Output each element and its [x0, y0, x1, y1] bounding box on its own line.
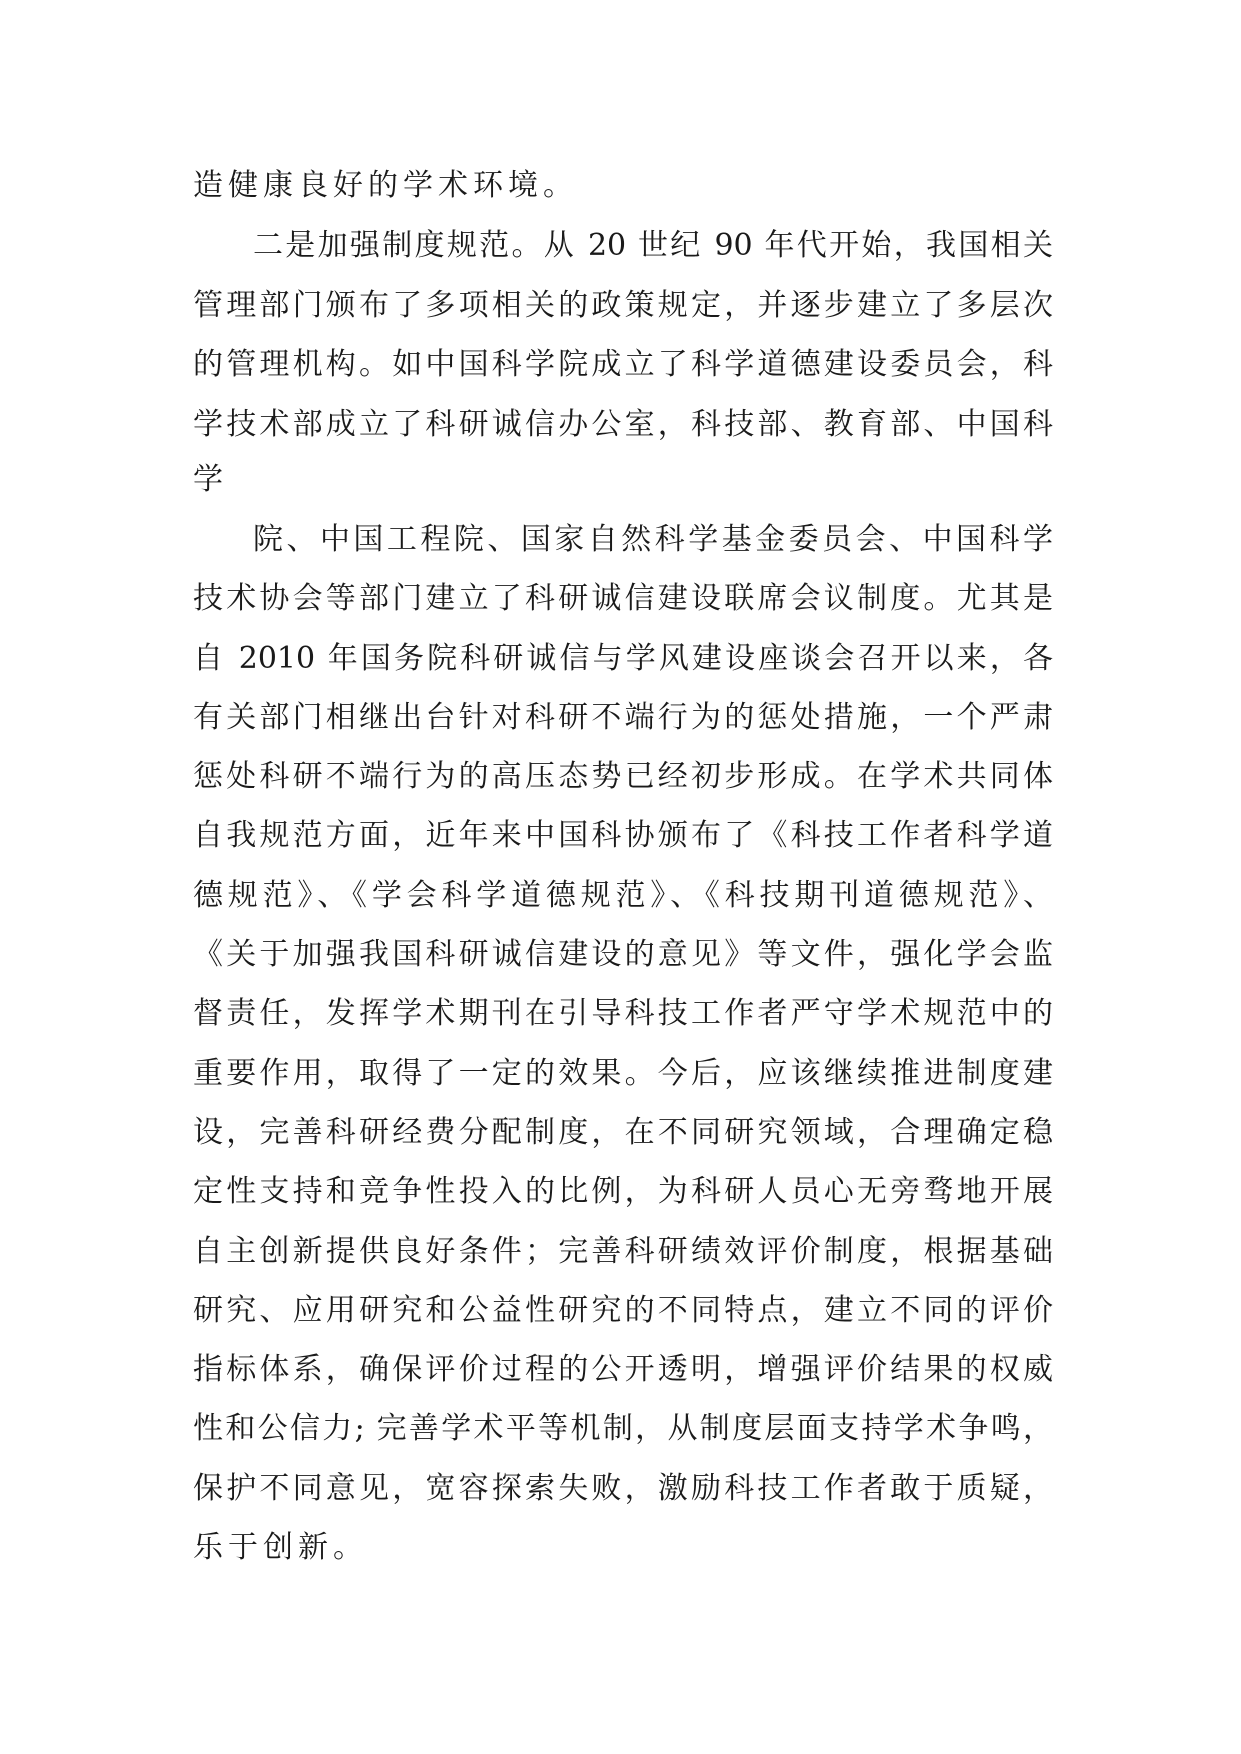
text-line: 乐于创新。 [193, 1530, 368, 1565]
text-line: 学 [193, 462, 228, 497]
text-line: 指标体系，确保评价过程的公开透明，增强评价结果的权威 [193, 1352, 1053, 1387]
text-line: 自 2010 年国务院科研诚信与学风建设座谈会召开以来，各 [193, 641, 1053, 676]
text-line: 研究、应用研究和公益性研究的不同特点，建立不同的评价 [193, 1293, 1053, 1328]
text-line: 造健康良好的学术环境。 [193, 168, 578, 203]
text-line: 性和公信力; 完善学术平等机制，从制度层面支持学术争鸣， [193, 1411, 1053, 1446]
text-line: 《关于加强我国科研诚信建设的意见》等文件，强化学会监 [193, 937, 1053, 972]
text-line: 自我规范方面，近年来中国科协颁布了《科技工作者科学道 [193, 818, 1053, 853]
text-line: 重要作用，取得了一定的效果。今后，应该继续推进制度建 [193, 1056, 1053, 1091]
text-line: 院、中国工程院、国家自然科学基金委员会、中国科学 [253, 522, 1053, 557]
text-line: 设，完善科研经费分配制度，在不同研究领域，合理确定稳 [193, 1115, 1053, 1150]
text-line: 学技术部成立了科研诚信办公室，科技部、教育部、中国科 [193, 407, 1053, 442]
text-line: 有关部门相继出台针对科研不端行为的惩处措施，一个严肃 [193, 700, 1053, 735]
text-line: 督责任，发挥学术期刊在引导科技工作者严守学术规范中的 [193, 996, 1053, 1031]
text-line: 技术协会等部门建立了科研诚信建设联席会议制度。尤其是 [193, 581, 1053, 616]
text-line: 惩处科研不端行为的高压态势已经初步形成。在学术共同体 [193, 759, 1053, 794]
text-line: 保护不同意见，宽容探索失败，激励科技工作者敢于质疑， [193, 1471, 1053, 1506]
text-line: 自主创新提供良好条件；完善科研绩效评价制度，根据基础 [193, 1234, 1053, 1269]
text-line: 管理部门颁布了多项相关的政策规定，并逐步建立了多层次 [193, 288, 1053, 323]
text-line: 定性支持和竞争性投入的比例，为科研人员心无旁骛地开展 [193, 1174, 1053, 1209]
text-line: 的管理机构。如中国科学院成立了科学道德建设委员会，科 [193, 347, 1053, 382]
text-line: 二是加强制度规范。从 20 世纪 90 年代开始，我国相关 [253, 228, 1053, 263]
text-line: 德规范》、《学会科学道德规范》、《科技期刊道德规范》、 [193, 878, 1053, 913]
